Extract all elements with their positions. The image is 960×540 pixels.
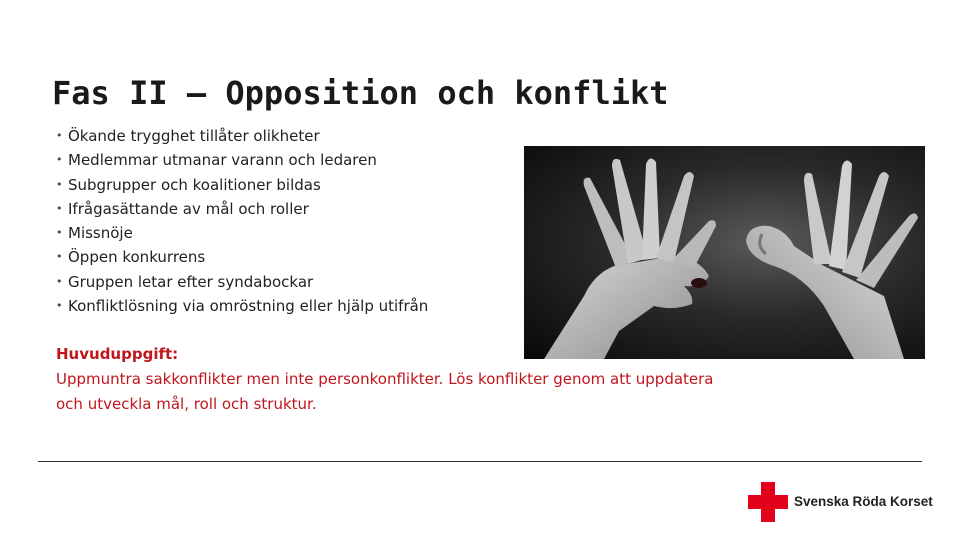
bullet-item [56,173,526,197]
bullet-text: Medlemmar utmanar varann och ledaren [68,151,377,170]
main-task [56,342,736,417]
bullet-text: Missnöje [68,224,133,243]
left-hand [544,158,716,359]
bullet-text: Ökande trygghet tillåter olikheter [68,127,320,145]
logo-text: Svenska Röda Korset [794,494,933,509]
hands-photo [524,146,925,359]
bullet-text: Gruppen letar efter syndabockar [68,272,314,291]
task-heading: Huvuduppgift: [56,345,179,363]
bullet-dot: • [56,177,63,191]
bullet-text: Konfliktlösning via omröstning eller hjälp utifrån [68,297,429,316]
bullet-dot: • [56,129,63,142]
bullet-text: Ifrågasättande av mål och roller [68,199,309,218]
bullet-item [56,124,526,148]
red-cross-logo [748,482,933,524]
bullet-text: Öppen konkurrens [68,248,206,267]
right-hand [746,160,918,359]
bullet-item [56,197,526,221]
bullet-item [56,294,526,318]
bullet-dot: • [56,226,63,240]
bullet-dot: • [56,299,63,313]
divider-line [38,461,922,462]
bullet-dot: • [56,250,63,264]
bullet-dot: • [56,153,63,167]
red-cross-icon [748,482,788,522]
bullet-item [56,245,526,269]
bullet-item [56,148,526,172]
hands-illustration [524,146,925,359]
bullet-item [56,270,526,294]
slide-title: Fas II – Opposition och konflikt [52,74,669,112]
bullet-dot: • [56,201,63,215]
bullet-dot: • [56,274,63,288]
task-text: Uppmuntra sakkonflikter men inte personkonflikter. Lös konflikter genom att uppdatera och utveckla mål, roll och struktur. [56,370,714,413]
bullet-list [56,124,526,318]
bullet-text: Subgrupper och koalitioner bildas [68,175,321,194]
bullet-item [56,221,526,245]
